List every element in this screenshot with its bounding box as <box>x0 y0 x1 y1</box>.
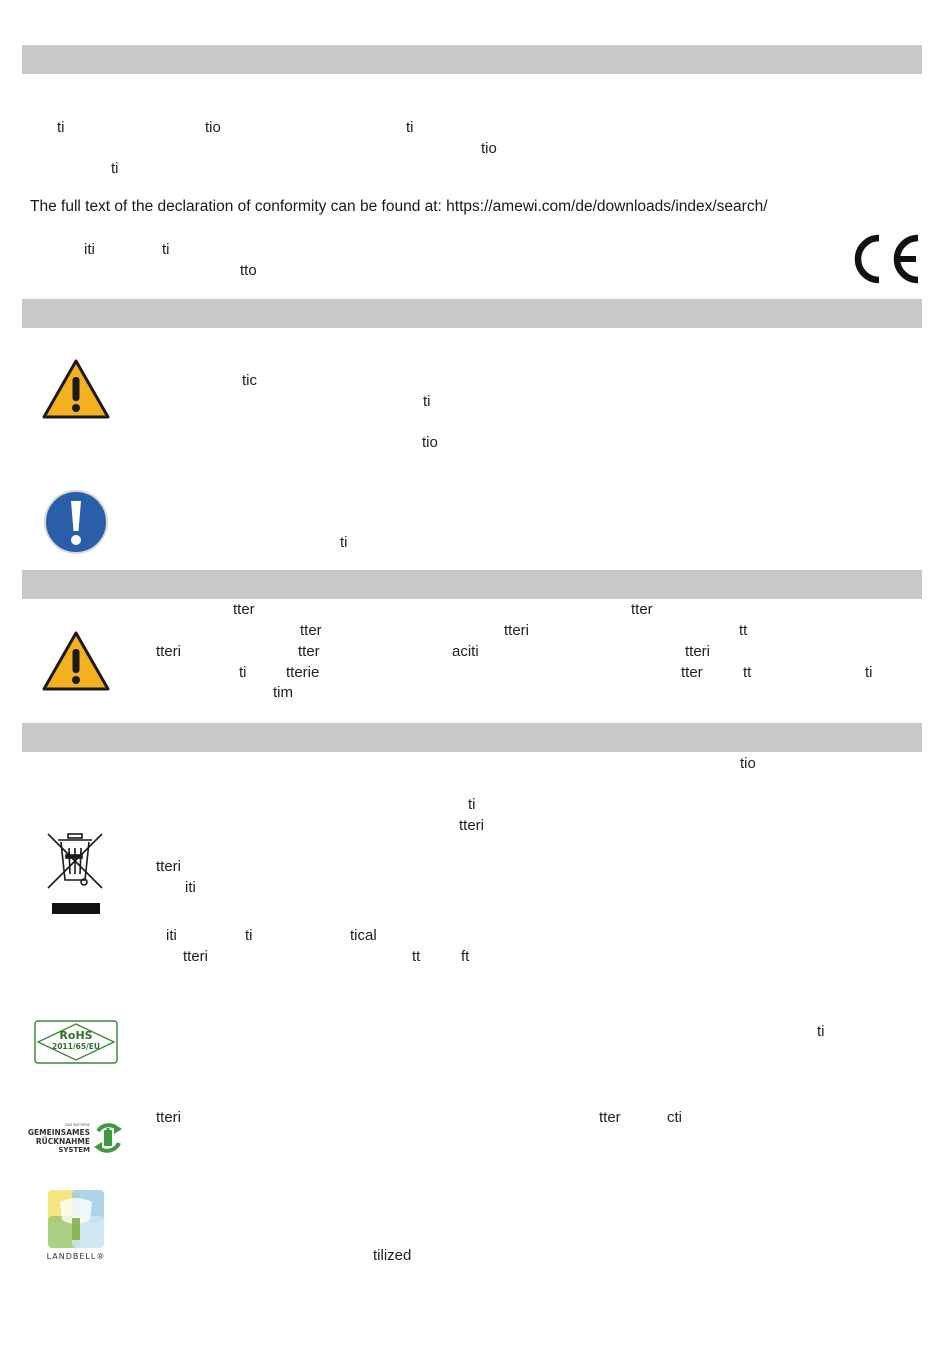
section-header-battery <box>22 570 922 599</box>
landbell-wordmark: LANDBELL® <box>46 1252 106 1261</box>
section-header-disposal <box>22 723 922 752</box>
text-fragment: tim <box>273 684 293 701</box>
text-fragment: tto <box>240 262 257 279</box>
text-fragment: tter <box>681 664 703 681</box>
text-fragment: iti <box>166 927 177 944</box>
text-fragment: tt <box>743 664 752 681</box>
text-fragment: ti <box>817 1023 825 1040</box>
rohs-title: RoHS <box>59 1029 93 1042</box>
grs-text-line: DAS BATTERIE <box>65 1123 90 1127</box>
ce-mark-icon <box>846 232 922 286</box>
recycle-battery-icon <box>92 1121 124 1155</box>
text-fragment: tical <box>350 927 377 944</box>
text-fragment: iti <box>84 241 95 258</box>
text-fragment: tteri <box>504 622 530 639</box>
text-fragment: cti <box>667 1109 682 1126</box>
text-fragment: ti <box>340 534 348 551</box>
text-fragment: tter <box>298 643 320 660</box>
text-fragment: tteri <box>459 817 485 834</box>
text-fragment: ti <box>865 664 873 681</box>
section-header-safety <box>22 299 922 328</box>
text-fragment: tic <box>242 372 257 389</box>
text-fragment: tio <box>205 119 221 136</box>
text-fragment: ti <box>162 241 170 258</box>
text-fragment: tteri <box>156 858 182 875</box>
text-fragment: tterie <box>286 664 320 681</box>
text-fragment: tio <box>481 140 497 157</box>
grs-battery-logo <box>28 1120 124 1156</box>
text-fragment: tter <box>233 601 255 618</box>
warning-triangle-icon <box>41 630 111 692</box>
text-fragment: ti <box>423 393 431 410</box>
text-fragment: tilized <box>373 1247 412 1264</box>
section-header-conformity <box>22 45 922 74</box>
landbell-logo <box>40 1188 112 1266</box>
text-fragment: tteri <box>156 1109 182 1126</box>
text-fragment: aciti <box>452 643 479 660</box>
text-fragment: tter <box>631 601 653 618</box>
text-fragment: tio <box>422 434 438 451</box>
text-fragment: tter <box>599 1109 621 1126</box>
declaration-url-line: The full text of the declaration of conformity can be found at: https://amewi.com/de/downloads/index/search/ <box>30 198 768 215</box>
rohs-directive: 2011/65/EU <box>51 1042 100 1051</box>
text-fragment: tter <box>300 622 322 639</box>
text-fragment: tt <box>412 948 421 965</box>
text-fragment: iti <box>185 879 196 896</box>
landbell-emblem-icon <box>44 1188 108 1250</box>
text-fragment: ti <box>468 796 476 813</box>
text-fragment: ti <box>111 160 119 177</box>
text-fragment: ti <box>57 119 65 136</box>
grs-text-line: SYSTEM <box>58 1146 90 1154</box>
text-fragment: ft <box>461 948 470 965</box>
text-fragment: tteri <box>685 643 711 660</box>
text-fragment: ti <box>406 119 414 136</box>
warning-triangle-icon <box>41 358 111 420</box>
text-fragment: tt <box>739 622 748 639</box>
grs-text-line: GEMEINSAMES <box>27 1128 90 1137</box>
mandatory-info-icon <box>43 489 109 555</box>
text-fragment: ti <box>239 664 247 681</box>
grs-text-line: RÜCKNAHME <box>35 1137 90 1146</box>
text-fragment: tio <box>740 755 756 772</box>
rohs-logo <box>34 1020 118 1064</box>
text-fragment: tteri <box>183 948 209 965</box>
crossed-out-wheelie-bin-icon <box>44 830 108 916</box>
text-fragment: ti <box>245 927 253 944</box>
text-fragment: tteri <box>156 643 182 660</box>
